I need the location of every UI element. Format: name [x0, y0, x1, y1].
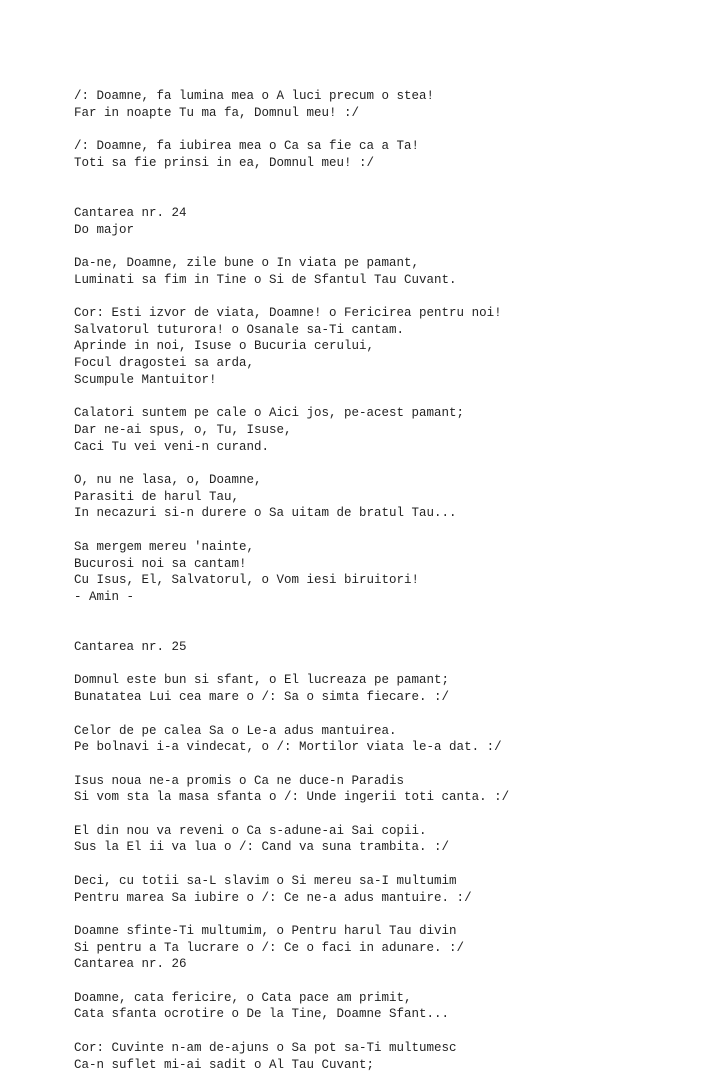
text-line: Dar ne-ai spus, o, Tu, Isuse, [74, 422, 292, 437]
text-line: Focul dragostei sa arda, [74, 356, 255, 371]
text-stanza [74, 672, 714, 705]
text-line: Deci, cu totii sa-L slavim o Si mereu sa-I multumim [74, 873, 457, 888]
text-line: Luminati sa fim in Tine o Si de Sfantul Tau Cuvant. [74, 272, 457, 287]
document-page [74, 88, 714, 1073]
text-line: Pentru marea Sa iubire o /: Ce ne-a adus mantuire. :/ [74, 890, 472, 905]
text-line: Bunatatea Lui cea mare o /: Sa o simta fiecare. :/ [74, 690, 450, 705]
text-line: Scumpule Mantuitor! [74, 372, 217, 387]
text-stanza [74, 923, 714, 973]
text-line: Cantarea nr. 26 [74, 957, 187, 972]
text-stanza [74, 539, 714, 606]
text-line: Aprinde in noi, Isuse o Bucuria cerului, [74, 339, 375, 354]
text-line: Si pentru a Ta lucrare o /: Ce o faci in adunare. :/ [74, 940, 465, 955]
text-line: /: Doamne, fa lumina mea o A luci precum o stea! [74, 89, 435, 103]
text-stanza [74, 823, 714, 856]
text-line: Sa mergem mereu 'nainte, [74, 539, 255, 554]
text-line: Toti sa fie prinsi in ea, Domnul meu! :/ [74, 155, 375, 170]
text-line: Do major [74, 222, 135, 237]
text-line: Cantarea nr. 25 [74, 640, 187, 655]
text-stanza [74, 723, 714, 756]
text-line: Doamne, cata fericire, o Cata pace am primit, [74, 990, 412, 1005]
text-stanza [74, 305, 714, 389]
text-stanza [74, 873, 714, 906]
text-stanza [74, 990, 714, 1023]
text-line: Doamne sfinte-Ti multumim, o Pentru harul Tau divin [74, 923, 457, 938]
text-line: Pe bolnavi i-a vindecat, o /: Mortilor viata le-a dat. :/ [74, 740, 502, 755]
text-line: Domnul este bun si sfant, o El lucreaza pe pamant; [74, 673, 450, 688]
text-line: Celor de pe calea Sa o Le-a adus mantuirea. [74, 723, 397, 738]
text-line: Sus la El ii va lua o /: Cand va suna trambita. :/ [74, 840, 450, 855]
text-line: Cata sfanta ocrotire o De la Tine, Doamne Sfant... [74, 1007, 450, 1022]
text-stanza [74, 205, 714, 238]
text-line: Salvatorul tuturora! o Osanale sa-Ti cantam. [74, 322, 405, 337]
text-line: El din nou va reveni o Ca s-adune-ai Sai copii. [74, 823, 427, 838]
text-line: Cor: Esti izvor de viata, Doamne! o Fericirea pentru noi! [74, 306, 502, 321]
text-line: Cu Isus, El, Salvatorul, o Vom iesi biruitori! [74, 573, 420, 588]
text-line: In necazuri si-n durere o Sa uitam de bratul Tau... [74, 506, 457, 521]
text-line: /: Doamne, fa iubirea mea o Ca sa fie ca a Ta! [74, 139, 420, 154]
text-stanza [74, 1040, 714, 1073]
text-line: Parasiti de harul Tau, [74, 489, 240, 504]
text-line: Cor: Cuvinte n-am de-ajuns o Sa pot sa-Ti multumesc [74, 1040, 457, 1055]
text-line: Calatori suntem pe cale o Aici jos, pe-acest pamant; [74, 406, 465, 421]
text-stanza [74, 405, 714, 455]
text-stanza [74, 88, 714, 121]
text-line: Da-ne, Doamne, zile bune o In viata pe pamant, [74, 255, 420, 270]
text-line: Bucurosi noi sa cantam! [74, 556, 247, 571]
text-line: Isus noua ne-a promis o Ca ne duce-n Paradis [74, 773, 405, 788]
text-stanza [74, 255, 714, 288]
text-stanza [74, 472, 714, 522]
text-stanza [74, 773, 714, 806]
text-line: Cantarea nr. 24 [74, 205, 187, 220]
text-stanza [74, 639, 714, 656]
text-line: Si vom sta la masa sfanta o /: Unde ingerii toti canta. :/ [74, 790, 510, 805]
text-line: Caci Tu vei veni-n curand. [74, 439, 270, 454]
text-line: Ca-n suflet mi-ai sadit o Al Tau Cuvant; [74, 1057, 375, 1072]
text-stanza [74, 138, 714, 171]
text-line: O, nu ne lasa, o, Doamne, [74, 473, 262, 488]
text-line: Far in noapte Tu ma fa, Domnul meu! :/ [74, 105, 360, 120]
text-line: - Amin - [74, 589, 135, 604]
